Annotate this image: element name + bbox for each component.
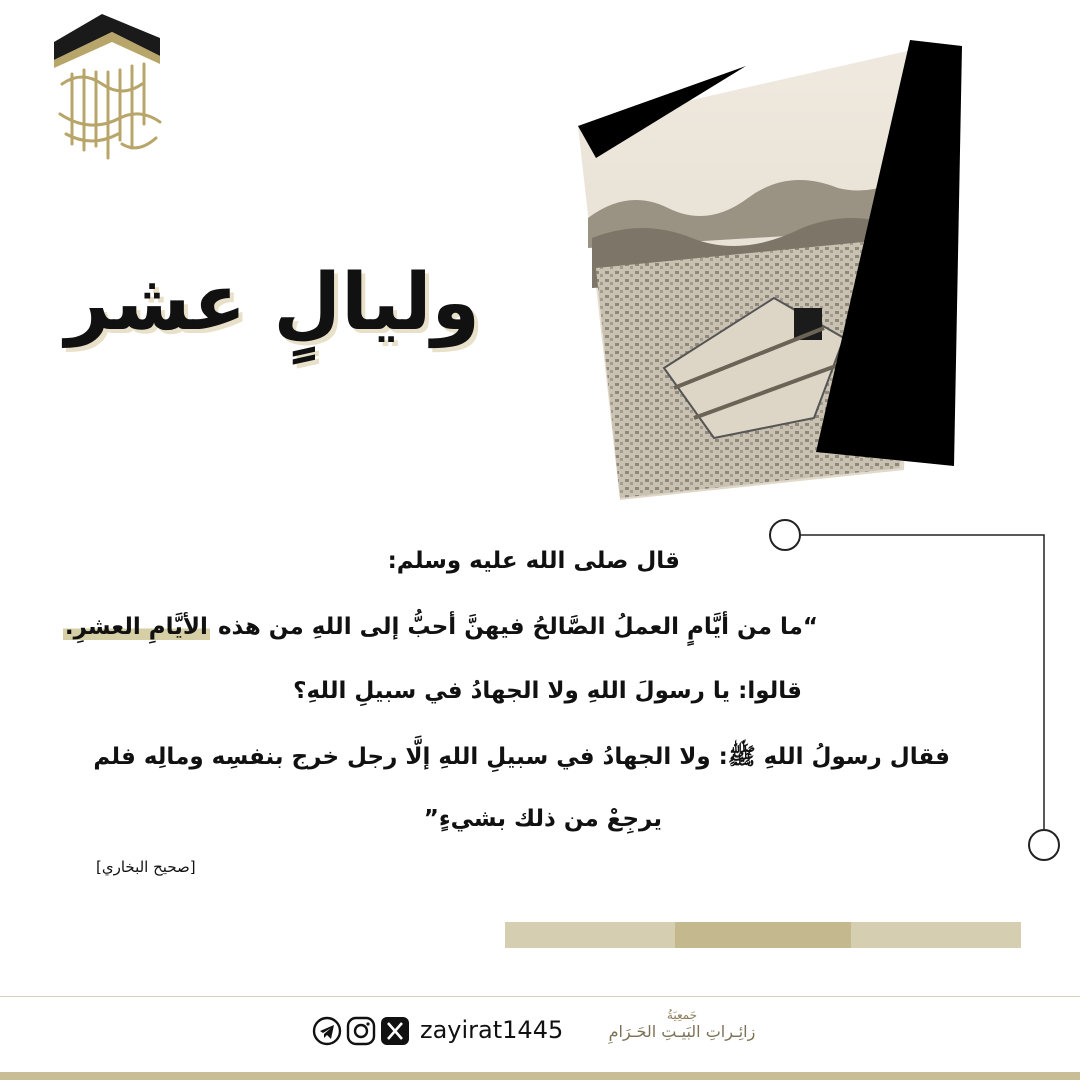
kaaba-logo-icon bbox=[52, 14, 172, 164]
quote-line-3: فقال رسولُ اللهِ ﷺ: ولا الجهادُ في سبيلِ اللهِ إلَّا رجل خرج بنفسِه ومالِه فلم bbox=[93, 744, 950, 770]
historic-mecca-engraving bbox=[574, 38, 964, 500]
x-icon[interactable] bbox=[380, 1016, 410, 1046]
quote-highlight: الأيَّامِ العشرِ. bbox=[64, 614, 208, 640]
hadith-source: [صحيح البخاري] bbox=[96, 858, 196, 876]
bottom-strip bbox=[0, 1072, 1080, 1080]
connector-line bbox=[760, 515, 1070, 865]
quote-intro: قال صلى الله عليه وسلم: bbox=[387, 548, 680, 574]
bar-light bbox=[505, 922, 675, 948]
org-label-big: زائِـراتِ البَيـتِ الحَـرَامِ bbox=[608, 1022, 756, 1041]
footer-divider bbox=[0, 996, 1080, 997]
quote-line-2: قالوا: يا رسولَ اللهِ ولا الجهادُ في سبيلِ اللهِ؟ bbox=[293, 678, 802, 704]
decorative-bars bbox=[505, 922, 1021, 948]
bar-light bbox=[851, 922, 1021, 948]
quote-line-1 bbox=[63, 614, 818, 640]
telegram-icon[interactable] bbox=[312, 1016, 342, 1046]
quote-line-4: يرجِعْ من ذلك بشيءٍ” bbox=[423, 806, 662, 832]
instagram-icon[interactable] bbox=[346, 1016, 376, 1046]
page-title: وليالٍ عشر bbox=[65, 258, 480, 348]
organization-name bbox=[592, 1008, 772, 1056]
bar-dark bbox=[675, 922, 851, 948]
quote-line-1-main: “ما من أيَّامٍ العملُ الصَّالحُ فيهنَّ أحبُّ إلى اللهِ من هذه bbox=[209, 614, 818, 640]
org-label-small: جَمعِيَةُ bbox=[666, 1008, 698, 1022]
social-handle[interactable]: zayirat1445 bbox=[420, 1016, 564, 1044]
